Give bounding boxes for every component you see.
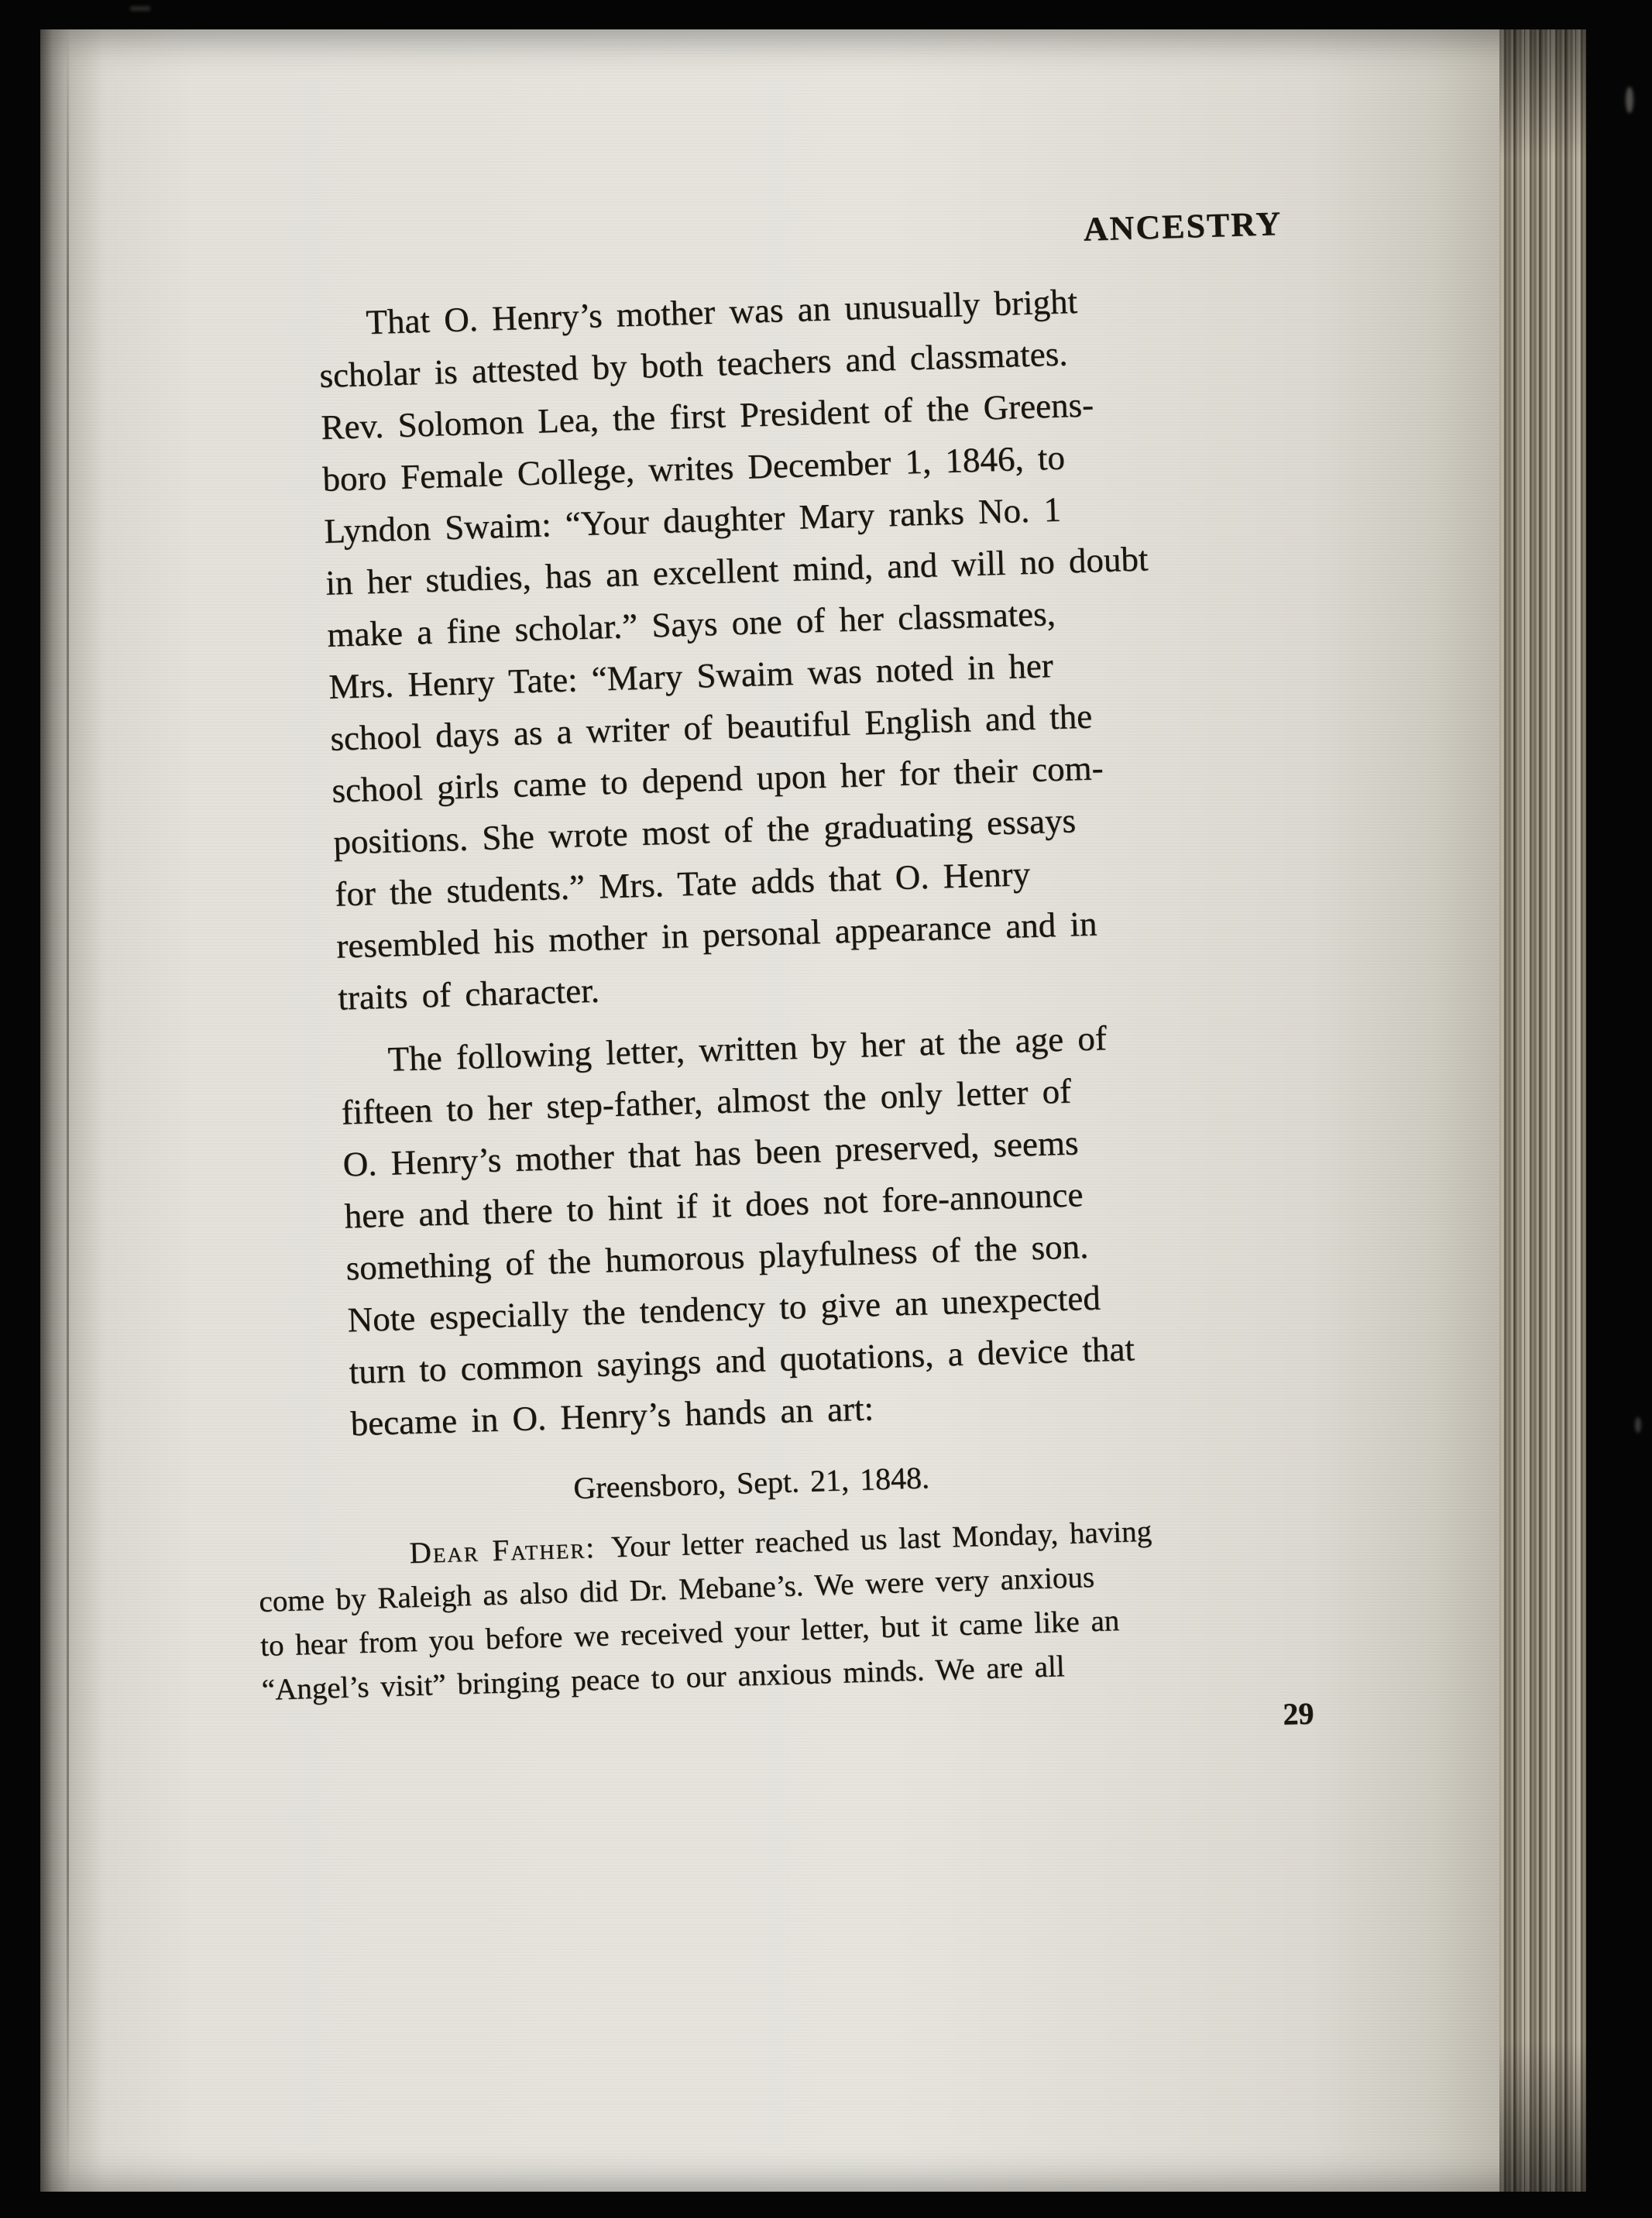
paragraph: The following letter, written by her at the age of fifteen to her step-father, almost the only letter of O. Henry’s mother that has been preserved, seems here and there to hint if it does not fore-announce something of the humorous playfulness of the son. Note especially the tendency to give an unexpected turn to common sayings and quotations, a device that became in O. Henry’s hands an art: [340, 1018, 1135, 1444]
page-number: 29 [1282, 1695, 1314, 1732]
gutter-shadow [40, 29, 107, 2192]
gutter-fold-line [67, 29, 69, 2192]
letter-body-text: Your letter reached us last Monday, having come by Raleigh as also did Dr. Mebane’s. We were very anxious to hear from you before we received your letter, but it came like an “Angel’s visit” bringing peace to our anxious minds. We are all [258, 1514, 1152, 1707]
book-page [40, 29, 1586, 2192]
running-head: ANCESTRY [1083, 204, 1283, 249]
page-edge-stack [1499, 29, 1586, 2192]
scan-artifact [1626, 87, 1633, 113]
letter-body-paragraph [257, 1502, 1381, 1712]
page-content [258, 203, 1359, 1760]
scan-artifact [1635, 1417, 1641, 1433]
letter-dateline: Greensboro, Sept. 21, 1848. [572, 1460, 930, 1506]
letter-salutation: Dear Father: [409, 1531, 596, 1571]
scan-artifact [130, 6, 150, 11]
paragraph: That O. Henry’s mother was an unusually bright scholar is attested by both teachers and classmates. Rev. Solomon Lea, the first President of the Greens- boro Female College, writes December 1, 1846, to Lyndon Swaim: “Your daughter Mary ranks No. 1 in her studies, has an excellent mind, and will no doubt make a fine scholar.” Says one of her classmates, Mrs. Henry Tate: “Mary Swaim was noted in her school days as a writer of beautiful English and the school girls came to depend upon her for their com- positions. She wrote most of the graduating essays for the students.” Mrs. Tate adds that O. Henry resembled his mother in personal appearance and in traits of character. [318, 281, 1149, 1018]
